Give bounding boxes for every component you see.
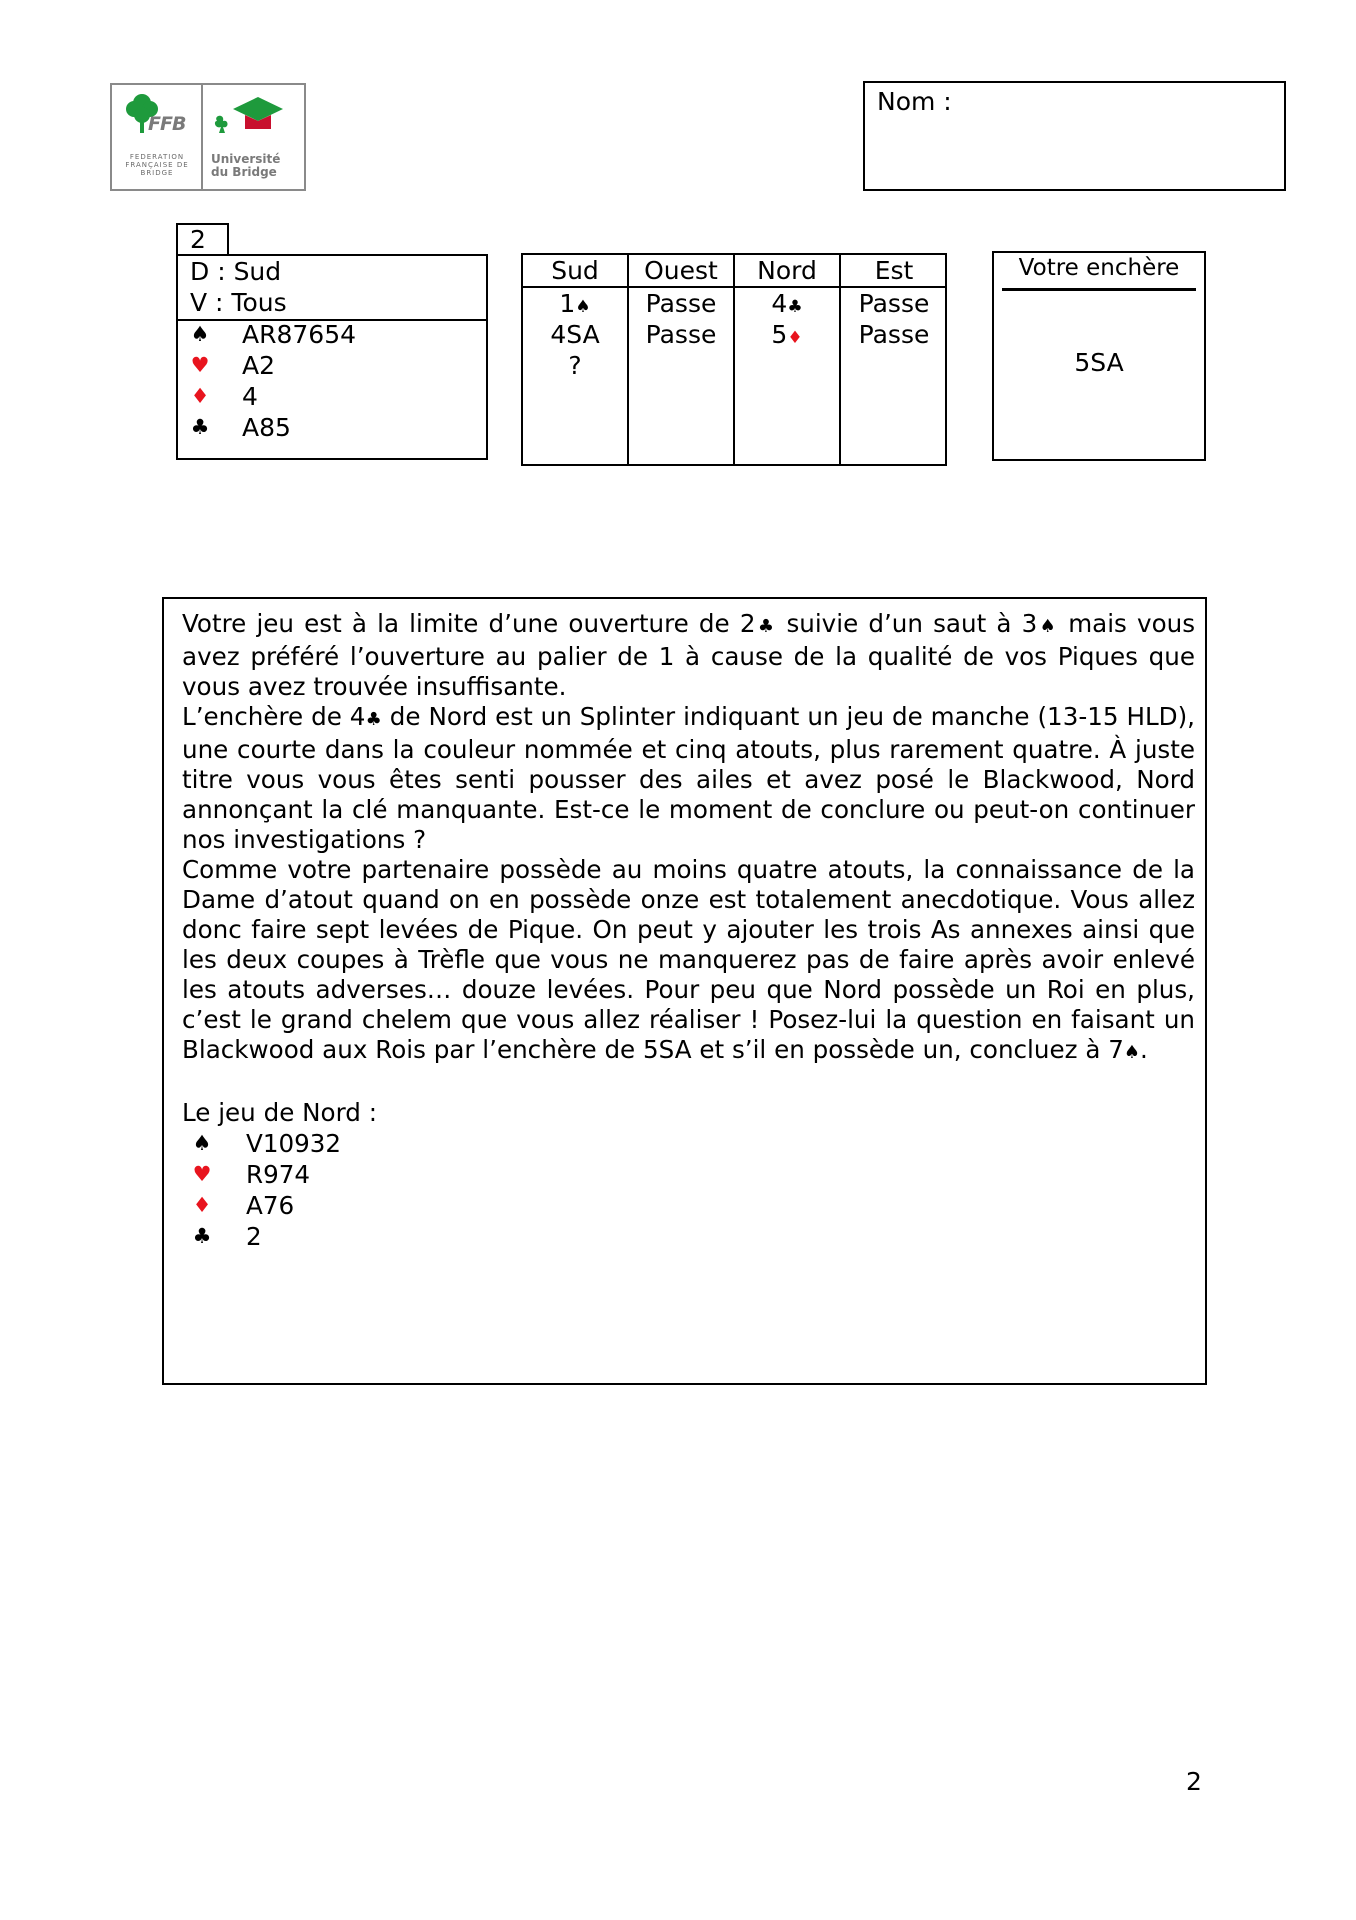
explanation-paragraph-2: L’enchère de 4♣ de Nord est un Splinter indiquant un jeu de manche (13-15 HLD), une courte dans la couleur nommée et cinq atouts, plus rarement quatre. À juste titre vous vous êtes senti pousser des ailes et avez posé le Blackwood, Nord annonçant la clé manquante. Est-ce le moment de conclure ou peut-on continuer nos investigations ? [182,702,1195,854]
diamond-icon: ♦ [190,384,210,408]
south-hand [176,254,488,460]
bid-cell: Passe [645,320,717,349]
bid-cell: 4SA [550,320,600,349]
name-field[interactable] [863,81,1286,191]
bid-cell: Passe [645,289,717,318]
spade-icon: ♠ [575,297,591,317]
spade-icon: ♠ [1037,616,1059,637]
explanation-paragraph-3: Comme votre partenaire possède au moins quatre atouts, la connaissance de la Dame d’atout quand on en possède onze est totalement anecdotique. Vous allez donc faire sept levées de Pique. On peut y ajouter les trois As annexes ainsi que les deux coupes à Trèfle que vous ne manquerez pas de faire après avoir enlevé les atouts adverses… douze levées. Pour peu que Nord possède un Roi en plus, c’est le grand chelem que vous allez réaliser ! Posez-lui la question en faisant un Blackwood aux Rois par l’enchère de 5SA et s’il en possède un, concluez à 7♠. [182,855,1195,1064]
vulnerability-text: V : Tous [190,288,287,317]
hand-header [178,256,486,321]
answer-divider [1002,288,1196,291]
club-icon: ♣ [755,616,777,637]
answer-title: Votre enchère [1018,255,1180,281]
club-icon: ♣ [365,709,382,730]
bid-cell: Passe [858,289,930,318]
north-row-diamonds [182,1190,1195,1221]
federation-text: FEDERATION FRANÇAISE DE BRIDGE [125,153,189,177]
north-cards: A76 [246,1191,295,1220]
bidding-table [521,253,947,466]
bid-column-ouest [629,255,735,464]
bid-cell: ? [568,351,582,380]
name-label: Nom : [877,87,952,116]
board-number: 2 [176,223,229,256]
bid-column-sud [523,255,629,464]
club-icon: ♣ [190,415,210,439]
answer-value: 5SA [1074,348,1124,377]
graduation-cap-icon [203,85,307,149]
hand-cards: AR87654 [242,320,357,349]
bid-header: Nord [735,255,839,288]
hand-cards: A85 [242,413,291,442]
ffb-logo [110,83,306,191]
page-number: 2 [1186,1767,1202,1796]
explanation-box [162,597,1207,1385]
bid-cell: 1♠ [559,289,591,318]
universite-line-1: Université [211,152,281,166]
north-row-spades [182,1128,1195,1159]
spade-icon: ♠ [192,1131,212,1155]
north-row-clubs [182,1221,1195,1252]
ffb-wordmark: FFB [148,113,186,135]
universite-line-2: du Bridge [211,165,277,179]
hand-cards: A2 [242,351,276,380]
north-hand-title: Le jeu de Nord : [182,1098,377,1127]
bid-cell: 5♦ [771,320,803,349]
bid-header: Sud [523,255,627,288]
bid-cell: Passe [858,320,930,349]
north-cards: R974 [246,1160,311,1189]
north-cards: V10932 [246,1129,342,1158]
diamond-icon: ♦ [192,1193,212,1217]
bid-column-est [841,255,947,464]
spade-icon: ♠ [190,322,210,346]
hand-cards: 4 [242,382,258,411]
explanation-paragraph-1: Votre jeu est à la limite d’une ouverture de 2♣ suivie d’un saut à 3♠ mais vous avez préféré l’ouverture au palier de 1 à cause de la qualité de vos Piques que vous avez trouvée insuffisante. [182,609,1196,701]
bid-header: Est [841,255,947,288]
north-cards: 2 [246,1222,262,1251]
ffb-logo-left [112,85,203,189]
dealer-text: D : Sud [190,257,282,286]
north-row-hearts [182,1159,1195,1190]
bid-header: Ouest [629,255,733,288]
heart-icon: ♥ [192,1162,212,1186]
bid-column-nord [735,255,841,464]
diamond-icon: ♦ [787,328,803,348]
universite-text [211,153,280,179]
bid-cell: 4♣ [771,289,803,318]
club-icon: ♣ [192,1224,212,1248]
spade-icon: ♠ [1123,1042,1141,1063]
heart-icon: ♥ [190,353,210,377]
club-icon: ♣ [787,297,803,317]
universite-logo [203,85,304,189]
answer-box [992,251,1206,461]
